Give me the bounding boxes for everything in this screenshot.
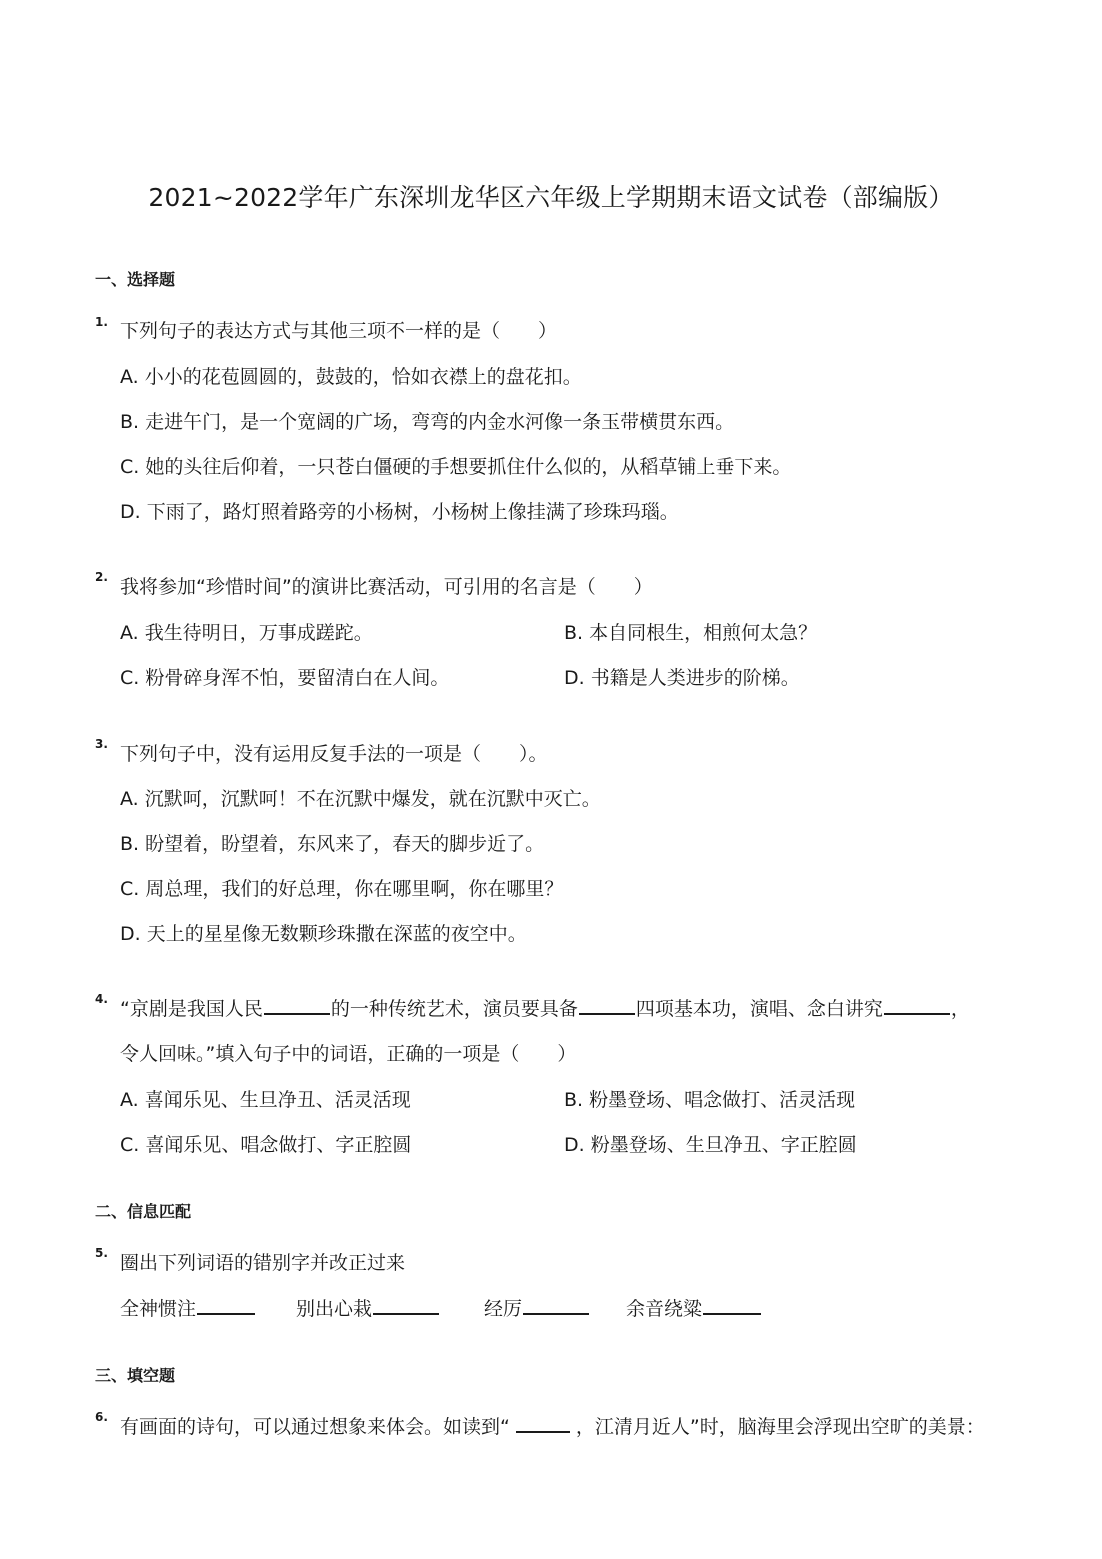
question-number: 1. [95, 315, 108, 329]
word-item [626, 1294, 762, 1321]
option-d: D. 书籍是人类进步的阶梯。 [564, 667, 800, 689]
answer-blank[interactable] [373, 1297, 439, 1315]
option-b: B. 盼望着，盼望着，东风来了，春天的脚步近了。 [120, 833, 545, 855]
word-item [120, 1294, 256, 1321]
word-text: 别出心栽 [296, 1298, 373, 1320]
option-c: C. 粉骨碎身浑不怕，要留清白在人间。 [120, 667, 450, 689]
stem-text: 的一种传统艺术，演员要具备 [330, 998, 578, 1020]
section-heading-choice: 一、选择题 [95, 270, 176, 289]
stem-text: ，江清月近人”时，脑海里会浮现出空旷的美景： [575, 1416, 985, 1438]
answer-blank[interactable] [579, 997, 635, 1015]
question-stem [120, 1412, 985, 1439]
word-text: 全神惯注 [120, 1298, 197, 1320]
word-item [296, 1294, 440, 1321]
question-number: 3. [95, 737, 108, 751]
word-text: 余音绕粱 [626, 1298, 703, 1320]
question-stem: 我将参加“珍惜时间”的演讲比赛活动，可引用的名言是（ ） [120, 576, 653, 598]
question-stem: 下列句子中，没有运用反复手法的一项是（ ）。 [120, 743, 548, 765]
question-number: 6. [95, 1410, 108, 1424]
question-number: 2. [95, 570, 108, 584]
option-d: D. 下雨了，路灯照着路旁的小杨树，小杨树上像挂满了珍珠玛瑙。 [120, 501, 679, 523]
option-d: D. 天上的星星像无数颗珍珠撒在深蓝的夜空中。 [120, 923, 527, 945]
option-a: A. 喜闻乐见、生旦净丑、活灵活现 [120, 1089, 411, 1111]
option-d: D. 粉墨登场、生旦净丑、字正腔圆 [564, 1134, 857, 1156]
stem-text: 有画面的诗句，可以通过想象来体会。如读到“ [120, 1416, 510, 1438]
stem-text: ， [950, 998, 970, 1020]
option-a: A. 我生待明日，万事成蹉跎。 [120, 622, 373, 644]
word-text: 经厉 [484, 1298, 523, 1320]
option-c: C. 周总理，我们的好总理，你在哪里啊，你在哪里？ [120, 878, 564, 900]
answer-blank[interactable] [523, 1297, 589, 1315]
option-a: A. 小小的花苞圆圆的，鼓鼓的，恰如衣襟上的盘花扣。 [120, 366, 582, 388]
page-title: 2021~2022学年广东深圳龙华区六年级上学期期末语文试卷（部编版） [148, 183, 954, 212]
answer-blank[interactable] [264, 997, 330, 1015]
answer-blank[interactable] [516, 1415, 570, 1433]
option-c: C. 喜闻乐见、唱念做打、字正腔圆 [120, 1134, 412, 1156]
question-stem: 圈出下列词语的错别字并改正过来 [120, 1252, 406, 1274]
question-stem: 下列句子的表达方式与其他三项不一样的是（ ） [120, 320, 558, 342]
stem-text: “京剧是我国人民 [120, 998, 263, 1020]
section-heading-fill: 三、填空题 [95, 1366, 176, 1385]
stem-text: 四项基本功，演唱、念白讲究 [635, 998, 883, 1020]
question-number: 5. [95, 1246, 108, 1260]
section-heading-matching: 二、信息匹配 [95, 1202, 192, 1221]
answer-blank[interactable] [703, 1297, 761, 1315]
option-b: B. 走进午门，是一个宽阔的广场，弯弯的内金水河像一条玉带横贯东西。 [120, 411, 735, 433]
option-c: C. 她的头往后仰着，一只苍白僵硬的手想要抓住什么似的，从稻草铺上垂下来。 [120, 456, 792, 478]
option-b: B. 本自同根生，相煎何太急？ [564, 622, 818, 644]
option-a: A. 沉默呵，沉默呵！不在沉默中爆发，就在沉默中灭亡。 [120, 788, 601, 810]
question-stem [120, 994, 970, 1021]
answer-blank[interactable] [197, 1297, 255, 1315]
question-stem-continued: 令人回味。”填入句子中的词语，正确的一项是（ ） [120, 1043, 577, 1065]
answer-blank[interactable] [884, 997, 950, 1015]
option-b: B. 粉墨登场、唱念做打、活灵活现 [564, 1089, 856, 1111]
question-number: 4. [95, 992, 108, 1006]
word-item [484, 1294, 590, 1321]
